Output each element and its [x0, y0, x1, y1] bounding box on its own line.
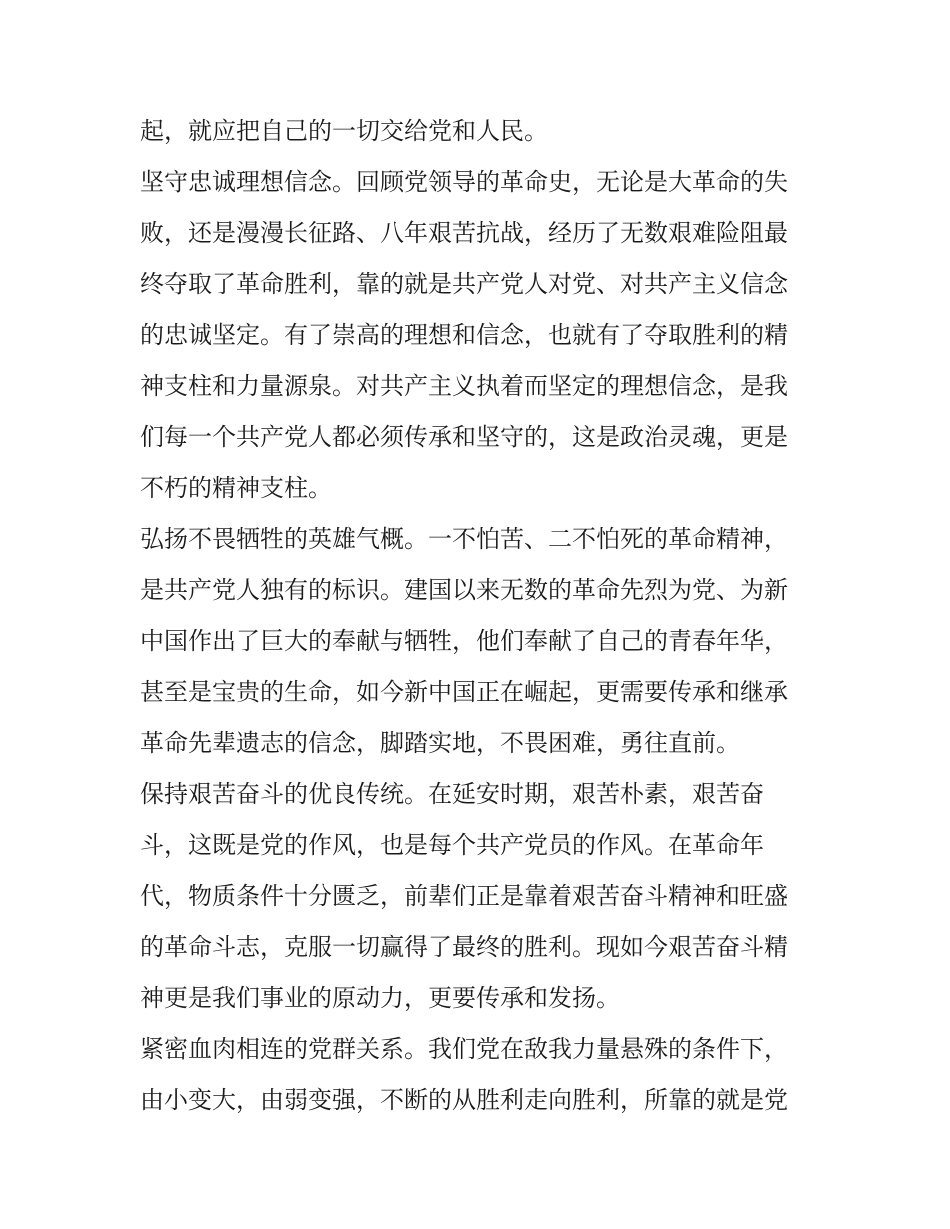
text-line: 败，还是漫漫长征路、八年艰苦抗战，经历了无数艰难险阻最 — [140, 219, 788, 247]
text-line: 终夺取了革命胜利，靠的就是共产党人对党、对共产主义信念 — [140, 270, 788, 298]
text-line: 保持艰苦奋斗的优良传统。在延安时期，艰苦朴素，艰苦奋 — [140, 780, 764, 808]
text-line: 不朽的精神支柱。 — [140, 474, 332, 502]
text-line: 中国作出了巨大的奉献与牺牲，他们奉献了自己的青春年华， — [140, 627, 788, 655]
text-line: 是共产党人独有的标识。建国以来无数的革命先烈为党、为新 — [140, 576, 788, 604]
text-line: 们每一个共产党人都必须传承和坚守的，这是政治灵魂，更是 — [140, 423, 788, 451]
text-line: 的忠诚坚定。有了崇高的理想和信念，也就有了夺取胜利的精 — [140, 321, 788, 349]
text-line: 紧密血肉相连的党群关系。我们党在敌我力量悬殊的条件下， — [140, 1035, 788, 1063]
text-line: 甚至是宝贵的生命，如今新中国正在崛起，更需要传承和继承 — [140, 678, 788, 706]
text-line: 的革命斗志，克服一切赢得了最终的胜利。现如今艰苦奋斗精 — [140, 933, 788, 961]
text-line: 坚守忠诚理想信念。回顾党领导的革命史，无论是大革命的失 — [140, 168, 788, 196]
text-line: 起，就应把自己的一切交给党和人民。 — [140, 117, 548, 145]
text-line: 代，物质条件十分匮乏，前辈们正是靠着艰苦奋斗精神和旺盛 — [140, 882, 788, 910]
body-text — [140, 106, 820, 1126]
text-line: 斗，这既是党的作风，也是每个共产党员的作风。在革命年 — [140, 831, 764, 859]
text-line: 神支柱和力量源泉。对共产主义执着而坚定的理想信念，是我 — [140, 372, 788, 400]
text-line: 弘扬不畏牺牲的英雄气概。一不怕苦、二不怕死的革命精神， — [140, 525, 788, 553]
text-line: 革命先辈遗志的信念，脚踏实地，不畏困难，勇往直前。 — [140, 729, 740, 757]
text-line: 神更是我们事业的原动力，更要传承和发扬。 — [140, 984, 620, 1012]
text-line: 由小变大，由弱变强，不断的从胜利走向胜利，所靠的就是党 — [140, 1086, 788, 1114]
